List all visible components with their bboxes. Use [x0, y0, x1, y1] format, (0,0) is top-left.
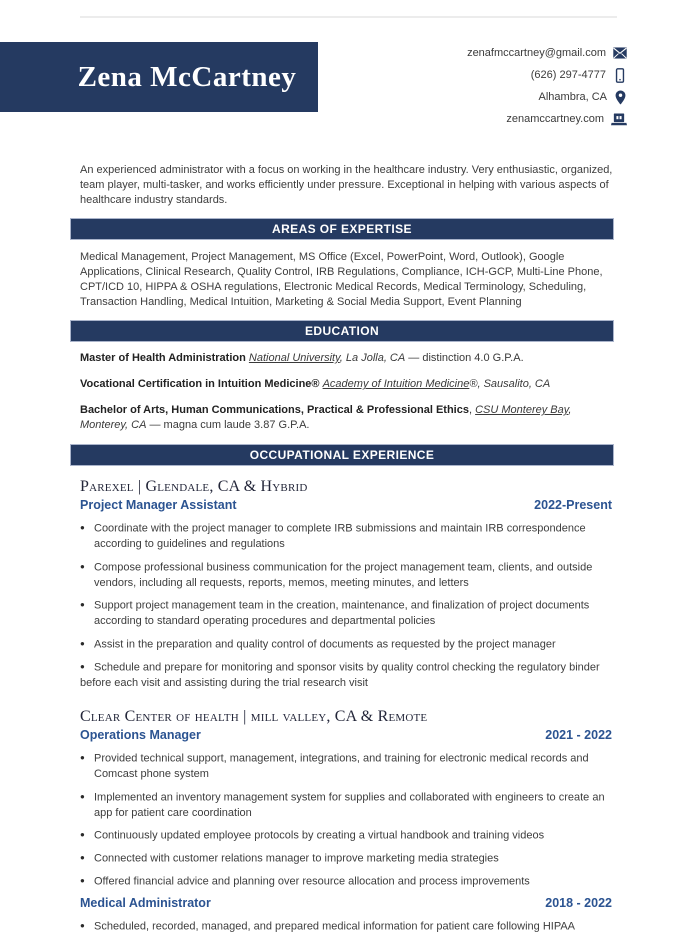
bullet-item: ● Compose professional business communication for the project management team, clients, and outside vendors, including all requests, reports, memos, meeting minutes, and letters: [80, 559, 614, 592]
role-block: [0, 498, 696, 691]
role-block: [0, 896, 696, 935]
degree-text: Vocational Certification in Intuition Medicine®: [80, 378, 320, 390]
role-header: [80, 896, 612, 911]
contact-block: [467, 42, 627, 130]
mobile-phone-icon: [613, 68, 627, 83]
role-dates: 2021 - 2022: [545, 728, 612, 742]
role-title: Medical Administrator: [80, 896, 211, 910]
employer-name: Clear Center of health | mill valley, CA & Remote: [80, 708, 428, 725]
bullet-item: ● Provided technical support, management, integrations, and training for electronic medical records and Comcast phone system: [80, 750, 614, 783]
school-name: Academy of Intuition Medicine: [322, 378, 470, 390]
bullet-item: ● Schedule and prepare for monitoring and sponsor visits by quality control checking the regulatory binder before each visit and assisting during the trial research visit: [80, 659, 614, 692]
bullet-list: [80, 520, 614, 691]
roles-list: [0, 728, 696, 935]
occupational-experience-header: OCCUPATIONAL EXPERIENCE: [70, 444, 614, 466]
bullet-item: ● Coordinate with the project manager to complete IRB submissions and maintain IRB correspondence according to guidelines and regulations: [80, 520, 614, 553]
education-entry: [80, 377, 614, 392]
job-block: [0, 708, 696, 935]
email-text: zenafmccartney@gmail.com: [467, 47, 606, 59]
bullet-item: ● Support project management team in the creation, maintenance, and finalization of project documents according to standard operating procedures and departmental policies: [80, 597, 614, 630]
jobs-list: [0, 478, 696, 935]
registered-mark: ®: [469, 378, 478, 390]
bullet-item: ● Scheduled, recorded, managed, and prepared medical information for patient care following HIPAA: [80, 918, 614, 935]
role-block: [0, 728, 696, 890]
phone-text: (626) 297-4777: [530, 69, 606, 81]
expertise-body: Medical Management, Project Management, MS Office (Excel, PowerPoint, Word, Outlook), Google Applications, Clinical Research, Quality Control, IRB Regulations, Compliance, ICH-GCP, Multi-Line Phone, CPT/ICD 10, HIPPA & OSHA regulations, Electronic Medical Records, Medical Terminology, Scheduling, Transaction Handling, Medical Intuition, Marketing & Social Media Support, Event Planning: [80, 251, 603, 308]
envelope-icon: [613, 47, 627, 59]
employer-name: Parexel | Glendale, CA & Hybrid: [80, 478, 308, 495]
bullet-item: ● Assist in the preparation and quality control of documents as requested by the project manager: [80, 636, 614, 653]
role-title: Operations Manager: [80, 728, 201, 742]
contact-email-row: [467, 42, 627, 64]
school-name: CSU Monterey Bay: [475, 404, 569, 416]
education-list: [80, 351, 614, 433]
role-header: [80, 498, 612, 513]
top-divider: [80, 16, 617, 18]
role-dates: 2018 - 2022: [545, 896, 612, 910]
name-banner: [0, 42, 318, 112]
bullet-item: ● Implemented an inventory management system for supplies and collaborated with engineers to create an app for patient care coordination: [80, 789, 614, 822]
bullet-item: ● Offered financial advice and planning over resource allocation and process improvements: [80, 873, 614, 890]
laptop-icon: [611, 113, 627, 126]
contact-location-row: [467, 86, 627, 108]
location-text: Alhambra, CA: [538, 91, 607, 103]
person-name: Zena McCartney: [77, 60, 297, 93]
job-block: [0, 478, 696, 691]
role-header: [80, 728, 612, 743]
location-pin-icon: [614, 90, 627, 105]
education-note: — magna cum laude 3.87 G.P.A.: [146, 419, 310, 431]
bullet-item: ● Continuously updated employee protocols by creating a virtual handbook and training videos: [80, 827, 614, 844]
school-location: , Monterey, CA: [80, 404, 572, 431]
school-name: National University: [248, 352, 340, 364]
degree-text: Master of Health Administration: [80, 352, 246, 364]
school-location: , La Jolla, CA: [339, 352, 406, 364]
education-header: EDUCATION: [70, 320, 614, 342]
education-entry: [80, 403, 614, 433]
degree-separator: ,: [468, 404, 476, 416]
degree-text: Bachelor of Arts, Human Communications, Practical & Professional Ethics: [80, 404, 469, 416]
website-text: zenamccartney.com: [506, 113, 604, 125]
bullet-item: ● Connected with customer relations manager to improve marketing media strategies: [80, 850, 614, 867]
role-dates: 2022-Present: [534, 498, 612, 512]
areas-of-expertise-header: AREAS OF EXPERTISE: [70, 218, 614, 240]
roles-list: [0, 498, 696, 691]
contact-website-row: [467, 108, 627, 130]
role-title: Project Manager Assistant: [80, 498, 237, 512]
summary-text: An experienced administrator with a focus on working in the healthcare industry. Very enthusiastic, organized, team player, multi-tasker, and works efficiently under pressure. Exceptional in helping with various aspects of healthcare industry standards.: [80, 164, 613, 206]
resume-header: [0, 42, 696, 130]
bullet-list: [80, 750, 614, 890]
education-entry: [80, 351, 614, 366]
education-note: — distinction 4.0 G.P.A.: [405, 352, 524, 364]
school-location: , Sausalito, CA: [477, 378, 551, 390]
bullet-list: [80, 918, 614, 935]
contact-phone-row: [467, 64, 627, 86]
